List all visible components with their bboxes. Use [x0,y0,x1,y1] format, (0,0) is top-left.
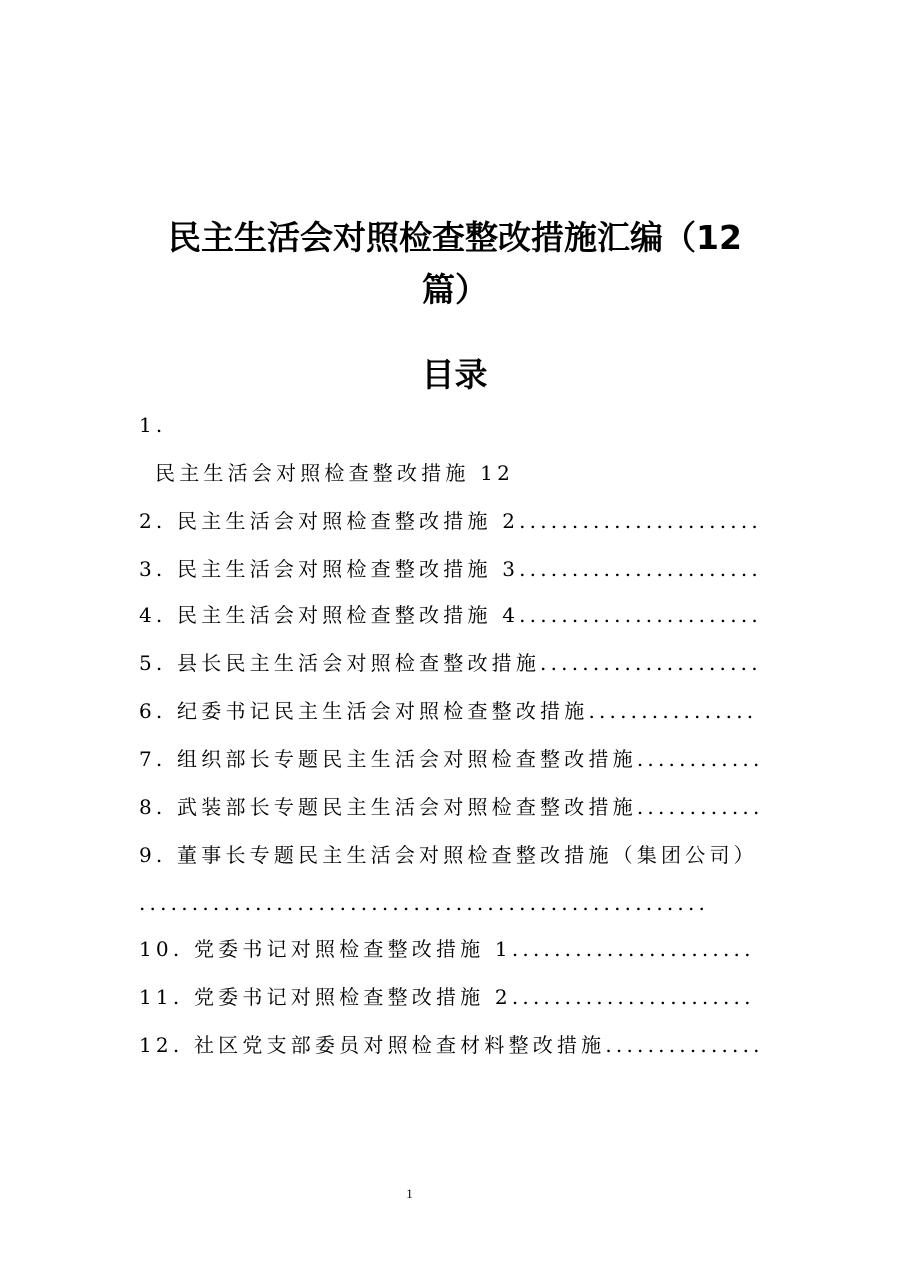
toc-entry-12[interactable]: 12. 社区党支部委员对照检查材料整改措施............... [139,1033,764,1057]
toc-entry-2[interactable]: 2. 民主生活会对照检查整改措施 2....................... [139,509,762,533]
toc-entry-8[interactable]: 8. 武装部长专题民主生活会对照检查整改措施............ [139,795,764,819]
toc-entry-9-leader: ...................................................... [139,891,710,915]
toc-entry-11[interactable]: 11. 党委书记对照检查整改措施 2....................... [139,985,755,1009]
page-number [0,1186,909,1202]
page-number-text: 1 [406,1186,413,1201]
toc-entry-3[interactable]: 3. 民主生活会对照检查整改措施 3....................... [139,557,762,581]
document-title-line-1: 民主生活会对照检查整改措施汇编（12 [168,218,742,257]
document-title-line-2: 篇） [422,270,488,309]
toc-entry-10[interactable]: 10. 党委书记对照检查整改措施 1....................... [139,937,755,961]
toc-entry-9-title[interactable]: 9. 董事长专题民主生活会对照检查整改措施（集团公司） [139,843,758,867]
toc-entry-6[interactable]: 6. 纪委书记民主生活会对照检查整改措施................ [139,699,758,723]
toc-entry-1-number[interactable]: 1. [139,413,167,437]
toc-entry-5[interactable]: 5. 县长民主生活会对照检查整改措施..................... [139,651,762,675]
toc-entry-7[interactable]: 7. 组织部长专题民主生活会对照检查整改措施............ [139,747,764,771]
toc-entry-1-title[interactable]: 民主生活会对照检查整改措施 12 [155,461,515,485]
toc-heading: 目录 [421,355,488,394]
toc-entry-4[interactable]: 4. 民主生活会对照检查整改措施 4....................... [139,603,762,627]
document-title [150,212,760,316]
